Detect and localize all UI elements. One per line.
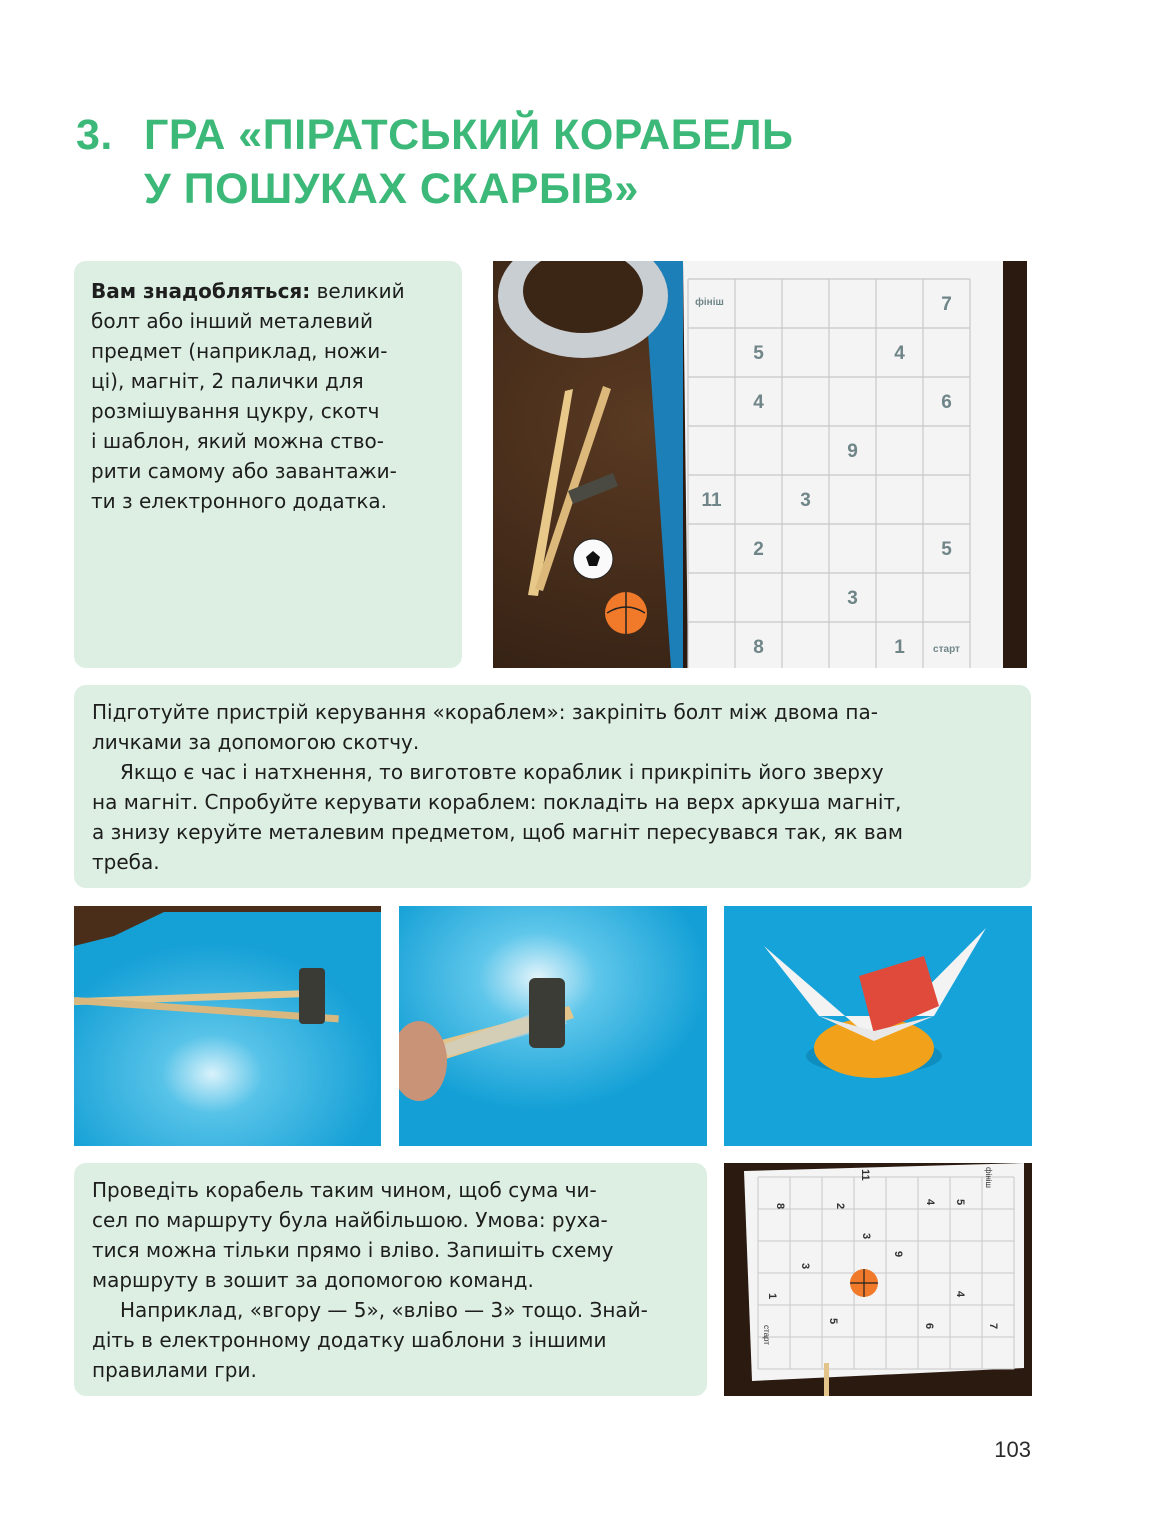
materials-line: великий bbox=[310, 279, 405, 303]
instruction-line: личками за допомогою скотчу. bbox=[92, 730, 420, 754]
start-label: старт bbox=[933, 644, 960, 655]
bolt-in-hand-photo bbox=[399, 906, 707, 1146]
board-number: 1 bbox=[766, 1293, 778, 1300]
board-number: 9 bbox=[892, 1251, 904, 1258]
materials-heading: Вам знадобляться: bbox=[91, 279, 311, 303]
instruction-box bbox=[74, 685, 1031, 888]
paper-boat-photo bbox=[724, 906, 1032, 1146]
task-box bbox=[74, 1163, 707, 1396]
task-line: правилами гри. bbox=[92, 1358, 257, 1382]
board-number: 2 bbox=[753, 539, 764, 560]
board-number: 6 bbox=[941, 392, 952, 413]
board-number: 4 bbox=[894, 343, 905, 364]
board-number: 1 bbox=[894, 637, 905, 658]
board-number: 11 bbox=[859, 1169, 871, 1181]
page-number: 103 bbox=[994, 1437, 1031, 1462]
task-line: Наприклад, «вгору — 5», «вліво — 3» тощо. Знай- bbox=[120, 1298, 648, 1322]
instruction-line: треба. bbox=[92, 850, 160, 874]
task-line: діть в електронному додатку шаблони з іншими bbox=[92, 1328, 607, 1352]
board-number: 9 bbox=[847, 441, 858, 462]
finish-label: фініш bbox=[984, 1167, 993, 1188]
task-line: тися можна тільки прямо і вліво. Запишіть схему bbox=[92, 1238, 614, 1262]
board-number: 4 bbox=[924, 1199, 936, 1206]
board-number: 5 bbox=[827, 1318, 839, 1325]
board-number: 2 bbox=[834, 1203, 846, 1210]
instruction-line: а знизу керуйте металевим предметом, щоб магніт пересувався так, як вам bbox=[92, 820, 903, 844]
board-number: 5 bbox=[941, 539, 952, 560]
materials-line: ці), магніт, 2 палички для bbox=[91, 369, 364, 393]
board-number: 3 bbox=[800, 490, 811, 511]
board-number: 8 bbox=[774, 1203, 786, 1210]
instruction-line: Якщо є час і натхнення, то виготовте кораблик і прикріпіть його зверху bbox=[120, 760, 884, 784]
instruction-line: на магніт. Спробуйте керувати кораблем: покладіть на верх аркуша магніт, bbox=[92, 790, 902, 814]
materials-box bbox=[74, 261, 462, 668]
game-board-photo bbox=[724, 1163, 1032, 1396]
board-number: 7 bbox=[987, 1323, 999, 1330]
heading-line-1: ГРА «ПІРАТСЬКИЙ КОРАБЕЛЬ bbox=[144, 111, 794, 159]
materials-line: і шаблон, який можна ство- bbox=[91, 429, 384, 453]
instruction-line: Підготуйте пристрій керування «кораблем»: закріпіть болт між двома па- bbox=[92, 700, 878, 724]
board-number: 3 bbox=[799, 1263, 811, 1270]
template-photo bbox=[493, 261, 1027, 668]
board-number: 4 bbox=[954, 1291, 966, 1298]
task-line: сел по маршруту була найбільшою. Умова: руха- bbox=[92, 1208, 608, 1232]
board-number: 4 bbox=[753, 392, 764, 413]
board-number: 3 bbox=[860, 1233, 872, 1240]
task-line: маршруту в зошит за допомогою команд. bbox=[92, 1268, 534, 1292]
board-number: 8 bbox=[753, 637, 764, 658]
board-number: 11 bbox=[701, 490, 722, 511]
heading-line-2: У ПОШУКАХ СКАРБІВ» bbox=[144, 165, 639, 213]
board-number: 5 bbox=[753, 343, 764, 364]
finish-label: фініш bbox=[695, 297, 724, 308]
materials-line: болт або інший металевий bbox=[91, 309, 374, 333]
start-label: старт bbox=[762, 1325, 771, 1345]
bolt-sticks-photo bbox=[74, 906, 381, 1146]
board-number: 7 bbox=[941, 294, 952, 315]
board-number: 5 bbox=[954, 1199, 966, 1206]
board-number: 3 bbox=[847, 588, 858, 609]
task-line: Проведіть корабель таким чином, щоб сума чи- bbox=[92, 1178, 597, 1202]
materials-line: розмішування цукру, скотч bbox=[91, 399, 380, 423]
materials-line: рити самому або завантажи- bbox=[91, 459, 397, 483]
board-number: 6 bbox=[923, 1323, 935, 1330]
materials-line: предмет (наприклад, ножи- bbox=[91, 339, 388, 363]
materials-line: ти з електронного додатка. bbox=[91, 489, 388, 513]
section-number: 3. bbox=[76, 111, 113, 159]
